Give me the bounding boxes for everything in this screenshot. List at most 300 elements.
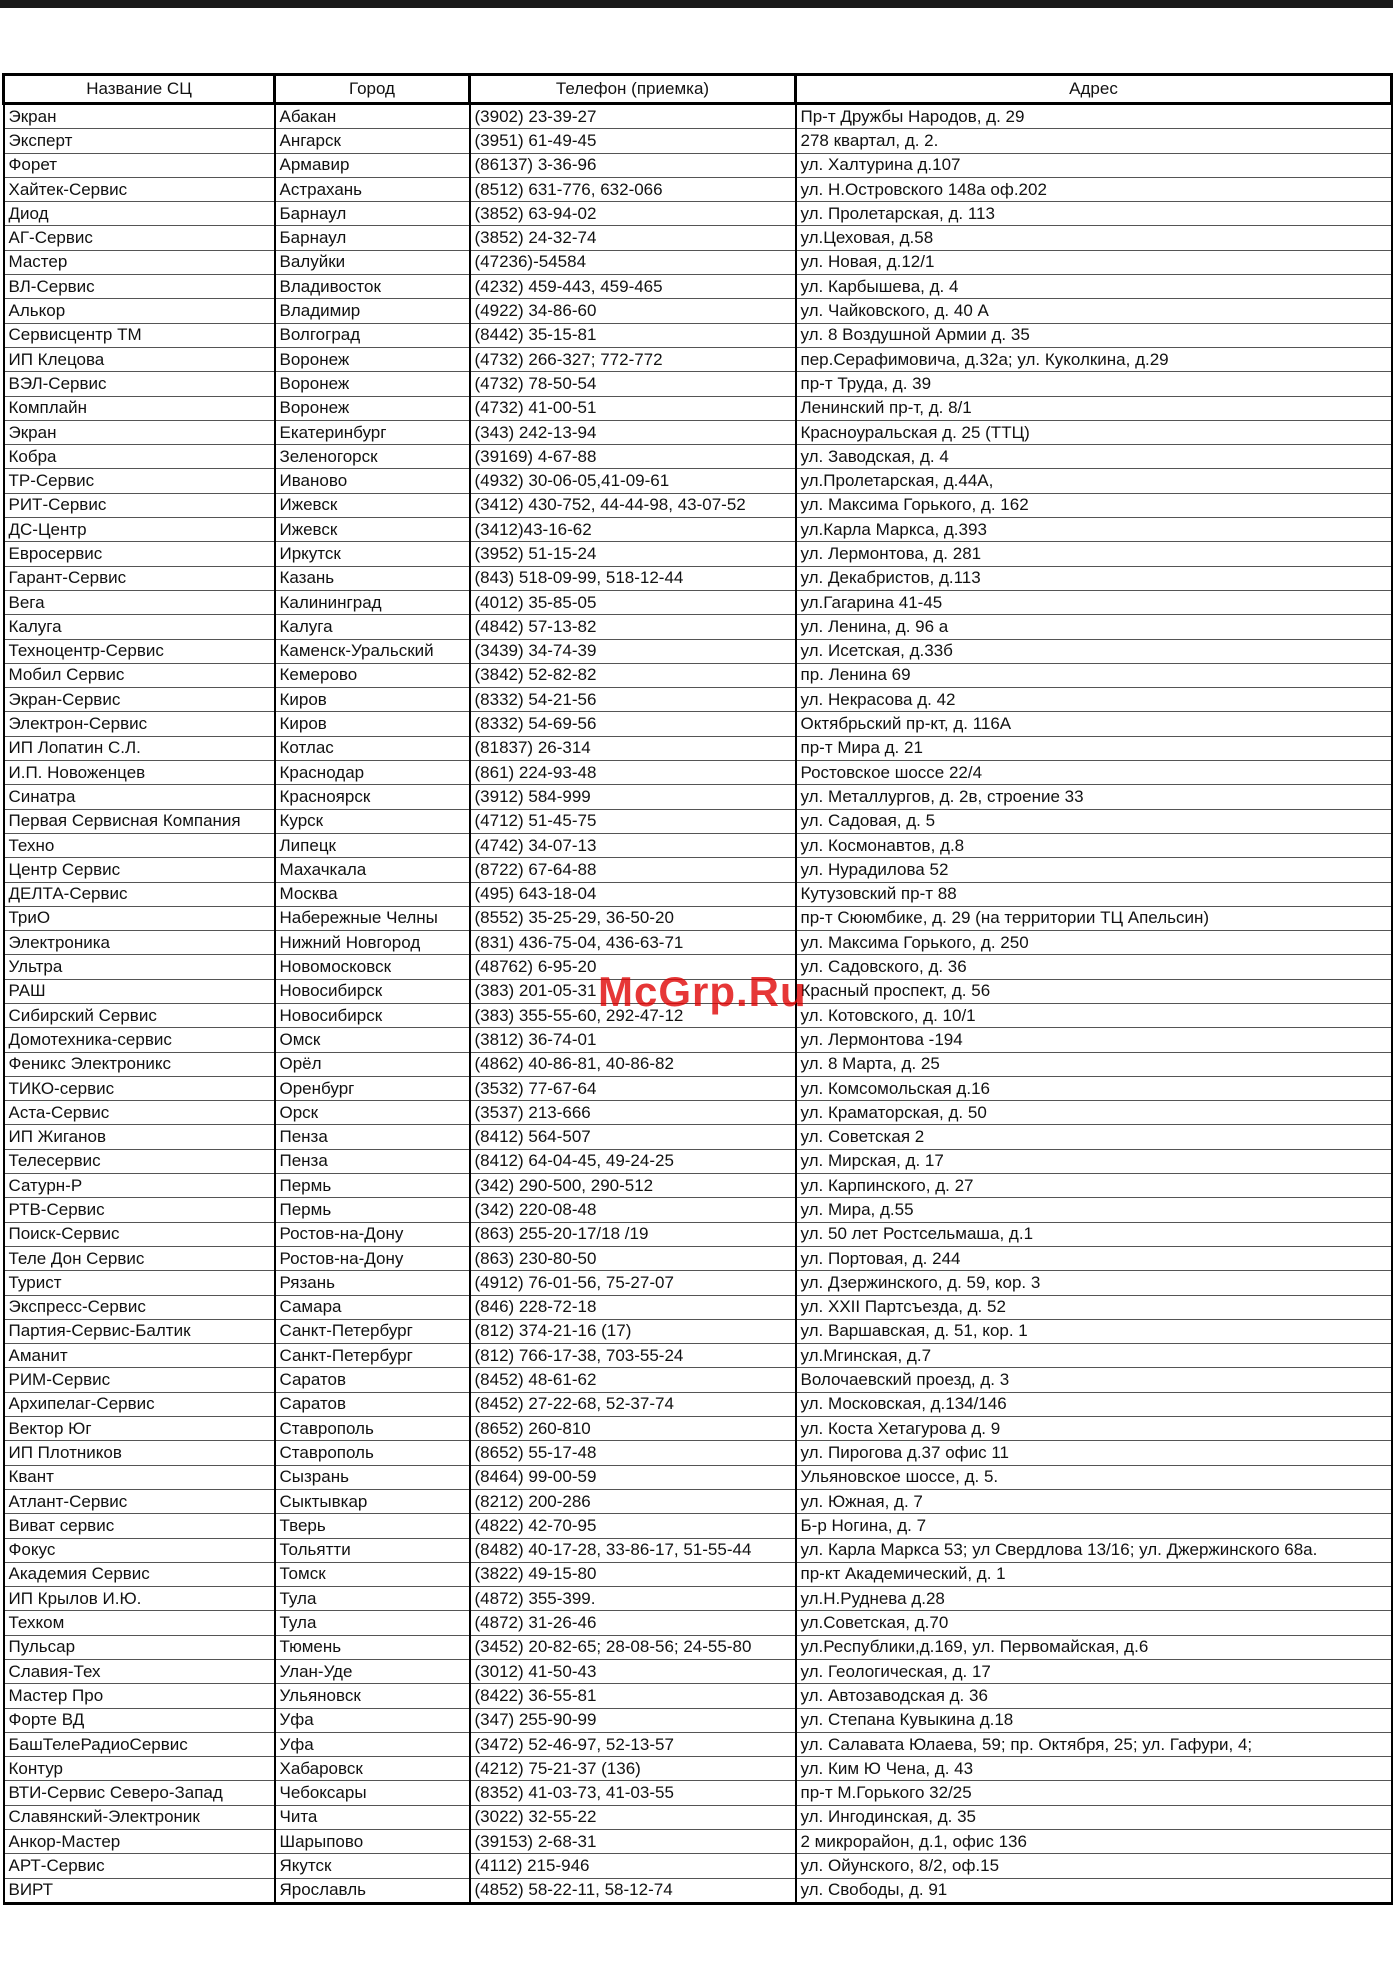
cell-phone: (8212) 200-286 (470, 1489, 796, 1513)
cell-city: Ижевск (275, 518, 470, 542)
cell-city: Уфа (275, 1732, 470, 1756)
cell-address: ул. Исетская, д.33б (796, 639, 1392, 663)
cell-name: Телесервис (4, 1149, 275, 1173)
cell-city: Валуйки (275, 250, 470, 274)
cell-address: ул. Коста Хетагурова д. 9 (796, 1417, 1392, 1441)
table-row (4, 1392, 1392, 1416)
cell-address: ул. Советская 2 (796, 1125, 1392, 1149)
cell-address: ул. Геологическая, д. 17 (796, 1660, 1392, 1684)
table-row (4, 1052, 1392, 1076)
cell-city: Омск (275, 1028, 470, 1052)
cell-phone: (4862) 40-86-81, 40-86-82 (470, 1052, 796, 1076)
cell-address: ул. Ойунского, 8/2, оф.15 (796, 1854, 1392, 1878)
cell-name: Центр Сервис (4, 858, 275, 882)
cell-name: Евросервис (4, 542, 275, 566)
table-row (4, 1854, 1392, 1878)
cell-name: Архипелаг-Сервис (4, 1392, 275, 1416)
cell-city: Пенза (275, 1149, 470, 1173)
cell-phone: (3452) 20-82-65; 28-08-56; 24-55-80 (470, 1635, 796, 1659)
table-row (4, 1344, 1392, 1368)
cell-city: Орск (275, 1101, 470, 1125)
cell-city: Армавир (275, 153, 470, 177)
cell-name: Виват сервис (4, 1514, 275, 1538)
table-header (4, 75, 1392, 104)
cell-phone: (3852) 24-32-74 (470, 226, 796, 250)
cell-phone: (863) 230-80-50 (470, 1246, 796, 1270)
cell-city: Киров (275, 712, 470, 736)
cell-name: ИП Жиганов (4, 1125, 275, 1149)
cell-city: Пермь (275, 1174, 470, 1198)
cell-phone: (4822) 42-70-95 (470, 1514, 796, 1538)
table-row (4, 1125, 1392, 1149)
header-city: Город (275, 75, 470, 104)
top-bar (0, 0, 1393, 8)
cell-address: пр-кт Академический, д. 1 (796, 1562, 1392, 1586)
cell-city: Воронеж (275, 347, 470, 371)
cell-city: Краснодар (275, 761, 470, 785)
cell-name: Форет (4, 153, 275, 177)
table-row (4, 882, 1392, 906)
cell-phone: (8452) 48-61-62 (470, 1368, 796, 1392)
table-row (4, 396, 1392, 420)
cell-address: ул. Халтурина д.107 (796, 153, 1392, 177)
table-row (4, 1198, 1392, 1222)
cell-name: РТВ-Сервис (4, 1198, 275, 1222)
cell-phone: (4732) 78-50-54 (470, 372, 796, 396)
cell-name: Академия Сервис (4, 1562, 275, 1586)
cell-city: Каменск-Уральский (275, 639, 470, 663)
cell-address: ул. Некрасова д. 42 (796, 688, 1392, 712)
cell-phone: (3952) 51-15-24 (470, 542, 796, 566)
cell-address: Б-р Ногина, д. 7 (796, 1514, 1392, 1538)
cell-city: Тольятти (275, 1538, 470, 1562)
cell-name: Славянский-Электроник (4, 1805, 275, 1829)
cell-city: Киров (275, 688, 470, 712)
cell-address: Пр-т Дружбы Народов, д. 29 (796, 104, 1392, 129)
cell-address: ул. Максима Горького, д. 250 (796, 931, 1392, 955)
table-row (4, 1417, 1392, 1441)
table-row (4, 1368, 1392, 1392)
cell-city: Новосибирск (275, 1003, 470, 1027)
cell-phone: (8722) 67-64-88 (470, 858, 796, 882)
cell-name: Сервисцентр ТМ (4, 323, 275, 347)
cell-city: Воронеж (275, 396, 470, 420)
cell-city: Нижний Новгород (275, 931, 470, 955)
cell-address: ул. Московская, д.134/146 (796, 1392, 1392, 1416)
table-row (4, 1222, 1392, 1246)
cell-city: Тюмень (275, 1635, 470, 1659)
cell-city: Уфа (275, 1708, 470, 1732)
cell-phone: (4212) 75-21-37 (136) (470, 1757, 796, 1781)
cell-city: Воронеж (275, 372, 470, 396)
cell-phone: (4852) 58-22-11, 58-12-74 (470, 1878, 796, 1903)
cell-phone: (3439) 34-74-39 (470, 639, 796, 663)
cell-city: Ангарск (275, 129, 470, 153)
table-row (4, 1635, 1392, 1659)
cell-phone: (863) 255-20-17/18 /19 (470, 1222, 796, 1246)
table-row (4, 1830, 1392, 1854)
cell-address: 2 микрорайон, д.1, офис 136 (796, 1830, 1392, 1854)
cell-name: ДС-Центр (4, 518, 275, 542)
cell-name: Теле Дон Сервис (4, 1246, 275, 1270)
cell-phone: (8452) 27-22-68, 52-37-74 (470, 1392, 796, 1416)
cell-phone: (8422) 36-55-81 (470, 1684, 796, 1708)
cell-name: Сибирский Сервис (4, 1003, 275, 1027)
cell-name: Форте ВД (4, 1708, 275, 1732)
table-row (4, 347, 1392, 371)
cell-city: Ярославль (275, 1878, 470, 1903)
cell-city: Ставрополь (275, 1417, 470, 1441)
cell-address: ул. Н.Островского 148а оф.202 (796, 177, 1392, 201)
cell-name: Комплайн (4, 396, 275, 420)
cell-address: ул. Ким Ю Чена, д. 43 (796, 1757, 1392, 1781)
cell-name: АРТ-Сервис (4, 1854, 275, 1878)
cell-phone: (8552) 35-25-29, 36-50-20 (470, 906, 796, 930)
cell-phone: (342) 220-08-48 (470, 1198, 796, 1222)
cell-name: Электрон-Сервис (4, 712, 275, 736)
cell-city: Липецк (275, 833, 470, 857)
cell-city: Тверь (275, 1514, 470, 1538)
cell-phone: (383) 201-05-31 (470, 979, 796, 1003)
table-row (4, 1757, 1392, 1781)
cell-address: ул. Карбышева, д. 4 (796, 275, 1392, 299)
cell-phone: (4932) 30-06-05,41-09-61 (470, 469, 796, 493)
cell-city: Барнаул (275, 202, 470, 226)
table-row (4, 858, 1392, 882)
table-row (4, 299, 1392, 323)
cell-phone: (3852) 63-94-02 (470, 202, 796, 226)
cell-address: ул. Котовского, д. 10/1 (796, 1003, 1392, 1027)
cell-name: Мастер Про (4, 1684, 275, 1708)
cell-name: Мастер (4, 250, 275, 274)
cell-name: Экспресс-Сервис (4, 1295, 275, 1319)
table-row (4, 202, 1392, 226)
watermark: McGrp.Ru (598, 968, 807, 1015)
cell-address: ул. Степана Кувыкина д.18 (796, 1708, 1392, 1732)
table-row (4, 1732, 1392, 1756)
cell-phone: (81837) 26-314 (470, 736, 796, 760)
cell-address: Ростовское шоссе 22/4 (796, 761, 1392, 785)
cell-name: ИП Плотников (4, 1441, 275, 1465)
cell-name: ИП Клецова (4, 347, 275, 371)
cell-address: ул. Карла Маркса 53; ул Свердлова 13/16; ул. Джержинского 68а. (796, 1538, 1392, 1562)
cell-city: Волгоград (275, 323, 470, 347)
cell-phone: (861) 224-93-48 (470, 761, 796, 785)
cell-phone: (3842) 52-82-82 (470, 663, 796, 687)
cell-address: ул. Мира, д.55 (796, 1198, 1392, 1222)
table-row (4, 1684, 1392, 1708)
cell-name: РИТ-Сервис (4, 493, 275, 517)
service-centers-table (2, 73, 1393, 1905)
cell-name: Вектор Юг (4, 1417, 275, 1441)
cell-city: Барнаул (275, 226, 470, 250)
table-row (4, 761, 1392, 785)
cell-address: пр-т Мира д. 21 (796, 736, 1392, 760)
cell-address: ул.Гагарина 41-45 (796, 590, 1392, 614)
cell-city: Саратов (275, 1392, 470, 1416)
cell-address: ул. Мирская, д. 17 (796, 1149, 1392, 1173)
table-row (4, 931, 1392, 955)
cell-address: ул.Н.Руднева д.28 (796, 1587, 1392, 1611)
cell-address: ул. Ингодинская, д. 35 (796, 1805, 1392, 1829)
cell-name: Техноцентр-Сервис (4, 639, 275, 663)
cell-phone: (4922) 34-86-60 (470, 299, 796, 323)
cell-address: пр. Ленина 69 (796, 663, 1392, 687)
table-row (4, 955, 1392, 979)
table-row (4, 833, 1392, 857)
cell-name: ВЛ-Сервис (4, 275, 275, 299)
table-row (4, 1076, 1392, 1100)
cell-phone: (8332) 54-69-56 (470, 712, 796, 736)
cell-name: РИМ-Сервис (4, 1368, 275, 1392)
cell-phone: (343) 242-13-94 (470, 420, 796, 444)
cell-name: Алькор (4, 299, 275, 323)
cell-address: Красноуральская д. 25 (ТТЦ) (796, 420, 1392, 444)
cell-city: Ижевск (275, 493, 470, 517)
table-row (4, 712, 1392, 736)
table-row (4, 1149, 1392, 1173)
cell-phone: (383) 355-55-60, 292-47-12 (470, 1003, 796, 1027)
cell-name: Контур (4, 1757, 275, 1781)
cell-phone: (48762) 6-95-20 (470, 955, 796, 979)
cell-city: Иркутск (275, 542, 470, 566)
cell-city: Новосибирск (275, 979, 470, 1003)
cell-address: ул. 8 Марта, д. 25 (796, 1052, 1392, 1076)
cell-address: ул. Чайковского, д. 40 А (796, 299, 1392, 323)
cell-phone: (39169) 4-67-88 (470, 445, 796, 469)
table-row (4, 372, 1392, 396)
table-row (4, 129, 1392, 153)
cell-city: Новомосковск (275, 955, 470, 979)
table-row (4, 104, 1392, 129)
cell-phone: (3412) 430-752, 44-44-98, 43-07-52 (470, 493, 796, 517)
cell-address: ул.Карла Маркса, д.393 (796, 518, 1392, 542)
cell-name: Славия-Тех (4, 1660, 275, 1684)
cell-address: ул. Нурадилова 52 (796, 858, 1392, 882)
cell-phone: (4872) 31-26-46 (470, 1611, 796, 1635)
table-row (4, 1028, 1392, 1052)
cell-phone: (4912) 76-01-56, 75-27-07 (470, 1271, 796, 1295)
cell-city: Самара (275, 1295, 470, 1319)
cell-phone: (4232) 459-443, 459-465 (470, 275, 796, 299)
table-row (4, 420, 1392, 444)
cell-name: ТР-Сервис (4, 469, 275, 493)
table-row (4, 590, 1392, 614)
cell-city: Владимир (275, 299, 470, 323)
cell-phone: (3537) 213-666 (470, 1101, 796, 1125)
cell-phone: (347) 255-90-99 (470, 1708, 796, 1732)
table-row (4, 785, 1392, 809)
cell-city: Пермь (275, 1198, 470, 1222)
cell-city: Улан-Уде (275, 1660, 470, 1684)
cell-city: Абакан (275, 104, 470, 129)
cell-name: И.П. Новоженцев (4, 761, 275, 785)
cell-name: Поиск-Сервис (4, 1222, 275, 1246)
cell-address: ул. Садовая, д. 5 (796, 809, 1392, 833)
cell-phone: (843) 518-09-99, 518-12-44 (470, 566, 796, 590)
table-row (4, 1174, 1392, 1198)
cell-phone: (3022) 32-55-22 (470, 1805, 796, 1829)
cell-phone: (8352) 41-03-73, 41-03-55 (470, 1781, 796, 1805)
cell-address: ул. Свободы, д. 91 (796, 1878, 1392, 1903)
table-row (4, 566, 1392, 590)
cell-phone: (812) 374-21-16 (17) (470, 1319, 796, 1343)
cell-phone: (846) 228-72-18 (470, 1295, 796, 1319)
cell-city: Санкт-Петербург (275, 1344, 470, 1368)
cell-address: пр-т М.Горького 32/25 (796, 1781, 1392, 1805)
cell-city: Екатеринбург (275, 420, 470, 444)
cell-phone: (86137) 3-36-96 (470, 153, 796, 177)
cell-city: Оренбург (275, 1076, 470, 1100)
table-row (4, 663, 1392, 687)
cell-phone: (4732) 266-327; 772-772 (470, 347, 796, 371)
table-row (4, 1708, 1392, 1732)
cell-city: Москва (275, 882, 470, 906)
cell-address: ул. Металлургов, д. 2в, строение 33 (796, 785, 1392, 809)
table-row (4, 1295, 1392, 1319)
cell-city: Махачкала (275, 858, 470, 882)
cell-city: Калуга (275, 615, 470, 639)
cell-city: Красноярск (275, 785, 470, 809)
table-row (4, 542, 1392, 566)
cell-name: Сатурн-Р (4, 1174, 275, 1198)
table-row (4, 275, 1392, 299)
cell-name: Электроника (4, 931, 275, 955)
cell-phone: (8652) 55-17-48 (470, 1441, 796, 1465)
table-row (4, 177, 1392, 201)
cell-name: Анкор-Мастер (4, 1830, 275, 1854)
header-address: Адрес (796, 75, 1392, 104)
cell-phone: (8442) 35-15-81 (470, 323, 796, 347)
cell-address: ул. XXII Партсъезда, д. 52 (796, 1295, 1392, 1319)
cell-phone: (3951) 61-49-45 (470, 129, 796, 153)
cell-address: ул. Карпинского, д. 27 (796, 1174, 1392, 1198)
header-phone: Телефон (приемка) (470, 75, 796, 104)
cell-city: Якутск (275, 1854, 470, 1878)
cell-address: ул. Декабристов, д.113 (796, 566, 1392, 590)
table-body (4, 104, 1392, 1904)
cell-phone: (8412) 64-04-45, 49-24-25 (470, 1149, 796, 1173)
cell-address: ул. Лермонтова -194 (796, 1028, 1392, 1052)
cell-address: ул. Заводская, д. 4 (796, 445, 1392, 469)
cell-name: РАШ (4, 979, 275, 1003)
cell-name: Ультра (4, 955, 275, 979)
cell-name: ИП Крылов И.Ю. (4, 1587, 275, 1611)
cell-city: Тула (275, 1611, 470, 1635)
cell-name: Аста-Сервис (4, 1101, 275, 1125)
cell-city: Калининград (275, 590, 470, 614)
cell-address: ул. Новая, д.12/1 (796, 250, 1392, 274)
cell-address: ул. Южная, д. 7 (796, 1489, 1392, 1513)
table-row (4, 518, 1392, 542)
table-row (4, 1611, 1392, 1635)
cell-city: Котлас (275, 736, 470, 760)
table-row (4, 445, 1392, 469)
cell-city: Саратов (275, 1368, 470, 1392)
table-row (4, 1246, 1392, 1270)
cell-address: ул.Пролетарская, д.44А, (796, 469, 1392, 493)
cell-city: Шарыпово (275, 1830, 470, 1854)
cell-city: Астрахань (275, 177, 470, 201)
cell-address: Ульяновское шоссе, д. 5. (796, 1465, 1392, 1489)
cell-phone: (831) 436-75-04, 436-63-71 (470, 931, 796, 955)
table-row (4, 153, 1392, 177)
cell-address: Октябрьский пр-кт, д. 116А (796, 712, 1392, 736)
table-row (4, 736, 1392, 760)
cell-name: ДЕЛТА-Сервис (4, 882, 275, 906)
cell-name: ВИРТ (4, 1878, 275, 1903)
table-row (4, 1805, 1392, 1829)
cell-name: Феникс Электроникс (4, 1052, 275, 1076)
cell-phone: (3412)43-16-62 (470, 518, 796, 542)
cell-address: Ленинский пр-т, д. 8/1 (796, 396, 1392, 420)
cell-city: Казань (275, 566, 470, 590)
table-row (4, 1271, 1392, 1295)
cell-city: Сыктывкар (275, 1489, 470, 1513)
cell-address: ул. Салавата Юлаева, 59; пр. Октября, 25; ул. Гафури, 4; (796, 1732, 1392, 1756)
cell-address: 278 квартал, д. 2. (796, 129, 1392, 153)
cell-address: ул. Краматорская, д. 50 (796, 1101, 1392, 1125)
cell-name: Техком (4, 1611, 275, 1635)
cell-city: Курск (275, 809, 470, 833)
cell-phone: (8412) 564-507 (470, 1125, 796, 1149)
cell-name: Кобра (4, 445, 275, 469)
cell-address: ул. Пирогова д.37 офис 11 (796, 1441, 1392, 1465)
table-row (4, 469, 1392, 493)
table-row (4, 1319, 1392, 1343)
table-row (4, 1562, 1392, 1586)
cell-name: ВТИ-Сервис Северо-Запад (4, 1781, 275, 1805)
cell-name: Экран (4, 104, 275, 129)
cell-phone: (342) 290-500, 290-512 (470, 1174, 796, 1198)
table-row (4, 1441, 1392, 1465)
cell-name: Эксперт (4, 129, 275, 153)
cell-city: Ростов-на-Дону (275, 1222, 470, 1246)
cell-address: ул. Автозаводская д. 36 (796, 1684, 1392, 1708)
table-row (4, 250, 1392, 274)
cell-address: ул. Портовая, д. 244 (796, 1246, 1392, 1270)
cell-phone: (4112) 215-946 (470, 1854, 796, 1878)
cell-phone: (3532) 77-67-64 (470, 1076, 796, 1100)
table-row (4, 1101, 1392, 1125)
table-row (4, 1003, 1392, 1027)
cell-address: ул. Максима Горького, д. 162 (796, 493, 1392, 517)
table-row (4, 493, 1392, 517)
table-row (4, 615, 1392, 639)
cell-city: Ульяновск (275, 1684, 470, 1708)
header-name: Название СЦ (4, 75, 275, 104)
cell-phone: (8652) 260-810 (470, 1417, 796, 1441)
cell-city: Иваново (275, 469, 470, 493)
cell-phone: (4742) 34-07-13 (470, 833, 796, 857)
table-row (4, 1489, 1392, 1513)
cell-address: ул.Цеховая, д.58 (796, 226, 1392, 250)
cell-name: ИП Лопатин С.Л. (4, 736, 275, 760)
cell-city: Кемерово (275, 663, 470, 687)
cell-address: ул. Дзержинского, д. 59, кор. 3 (796, 1271, 1392, 1295)
table-row (4, 809, 1392, 833)
cell-address: ул.Мгинская, д.7 (796, 1344, 1392, 1368)
cell-address: ул.Республики,д.169, ул. Первомайская, д.6 (796, 1635, 1392, 1659)
cell-phone: (4872) 355-399. (470, 1587, 796, 1611)
cell-city: Ростов-на-Дону (275, 1246, 470, 1270)
cell-phone: (8332) 54-21-56 (470, 688, 796, 712)
cell-address: пер.Серафимовича, д.32а; ул. Куколкина, д.29 (796, 347, 1392, 371)
cell-city: Зеленогорск (275, 445, 470, 469)
cell-name: Техно (4, 833, 275, 857)
cell-address: ул. Варшавская, д. 51, кор. 1 (796, 1319, 1392, 1343)
cell-address: ул. Лермонтова, д. 281 (796, 542, 1392, 566)
